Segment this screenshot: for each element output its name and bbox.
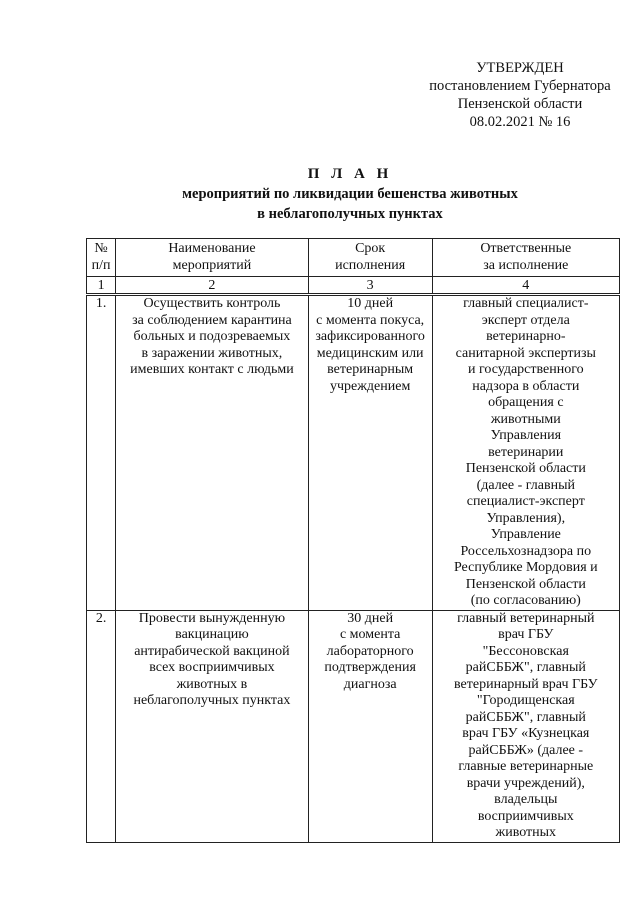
header-responsible [432,239,619,277]
header-action [116,239,309,277]
text-line: с момента [339,627,401,642]
text-line: восприимчивых [477,808,574,824]
text-line: за соблюдением карантина [132,312,292,328]
row-deadline [308,295,432,611]
column-number: 1 [87,277,116,295]
document-subtitle-line: в неблагополучных пунктах [257,206,443,222]
text-line: вакцинацию [175,627,249,642]
text-line: за исполнение [483,257,569,273]
text-line: главные ветеринарные [458,759,594,774]
header-deadline [308,239,432,277]
row-action [116,295,309,611]
text-line: Россельхознадзора по [460,543,592,559]
text-line: животных [495,825,557,840]
text-line: учреждением [329,378,411,394]
approval-date-number: 08.02.2021 № 16 [469,114,571,130]
text-line: владельцы [494,792,558,807]
text-line: райСББЖ", главный [465,709,586,725]
text-line: Провести вынужденную [138,610,286,626]
text-line: Управления [490,428,562,443]
text-line: больных и подозреваемых [133,329,291,344]
text-line: эксперт отдела [481,312,570,328]
text-line: надзора в области [472,378,580,394]
document-subtitle-line: мероприятий по ликвидации бешенства животных [182,186,518,202]
text-line: всех восприимчивых [149,660,275,675]
text-line: с момента покуса, [316,312,425,328]
text-line: обращения с [488,395,564,410]
approval-title: УТВЕРЖДЕН [476,60,564,76]
column-number: 3 [308,277,432,295]
text-line: в заражении животных, [141,345,283,361]
row-action [116,610,309,842]
text-line: райСББЖ» (далее - [468,742,584,758]
text-line: Наименование [168,241,256,256]
table-row [87,295,620,611]
text-line: антирабической вакциной [134,643,290,659]
column-number: 4 [432,277,619,295]
text-line: лабораторного [326,643,414,659]
document-heading [80,165,620,223]
table-row [87,610,620,842]
row-number: 1. [87,295,116,611]
table-header-row [87,239,620,277]
text-line: "Бессоновская [482,643,569,659]
text-line: Управления), [486,510,566,526]
text-line: ветеринарно- [486,329,566,344]
text-line: зафиксированного [315,329,425,344]
text-line: главный специалист- [463,296,589,311]
text-line: п/п [91,257,111,273]
header-number [87,239,116,277]
approval-issuer: постановлением Губернатора [429,78,611,94]
text-line: и государственного [467,362,584,377]
text-line: Ответственные [480,241,572,256]
text-line: животными [490,411,561,427]
text-line: врачи учреждений), [466,775,585,791]
text-line: ветеринарный врач ГБУ [454,676,598,692]
text-line: 10 дней [347,296,394,311]
text-line: 30 дней [347,610,394,626]
text-line: (по согласованию) [470,593,581,608]
row-deadline [308,610,432,842]
text-line: животных в [176,676,248,692]
approval-stamp [400,59,640,131]
text-line: исполнения [335,257,406,273]
text-line: (далее - главный [476,477,576,493]
row-number: 2. [87,610,116,842]
text-line: врач ГБУ [498,627,554,642]
text-line: неблагополучных пунктах [133,693,291,708]
text-line: врач ГБУ «Кузнецкая [462,726,590,741]
text-line: мероприятий [172,257,252,273]
text-line: "Городищенская [476,693,575,708]
text-line: ветеринарии [488,444,564,460]
document-title: П Л А Н [307,166,393,182]
text-line: диагноза [343,676,397,692]
text-line: санитарной экспертизы [455,345,596,361]
text-line: Управление [490,527,561,542]
text-line: Пензенской области [465,461,586,476]
text-line: Республике Мордовия и [453,560,598,575]
text-line: № [94,241,108,256]
text-line: Срок [355,241,386,256]
text-line: медицинским или [316,345,424,361]
text-line: главный ветеринарный [457,610,595,626]
text-line: райСББЖ", главный [465,660,586,675]
text-line: специалист-эксперт [466,494,585,509]
text-line: Осуществить контроль [143,296,281,311]
row-responsible [432,295,619,611]
text-line: подтверждения [324,660,416,675]
text-line: Пензенской области [465,576,586,592]
plan-table [86,238,620,843]
row-responsible [432,610,619,842]
text-line: ветеринарным [327,362,414,377]
approval-region: Пензенской области [457,96,583,112]
text-line: имевших контакт с людьми [130,362,294,377]
column-number: 2 [116,277,309,295]
column-number-row [87,277,620,295]
